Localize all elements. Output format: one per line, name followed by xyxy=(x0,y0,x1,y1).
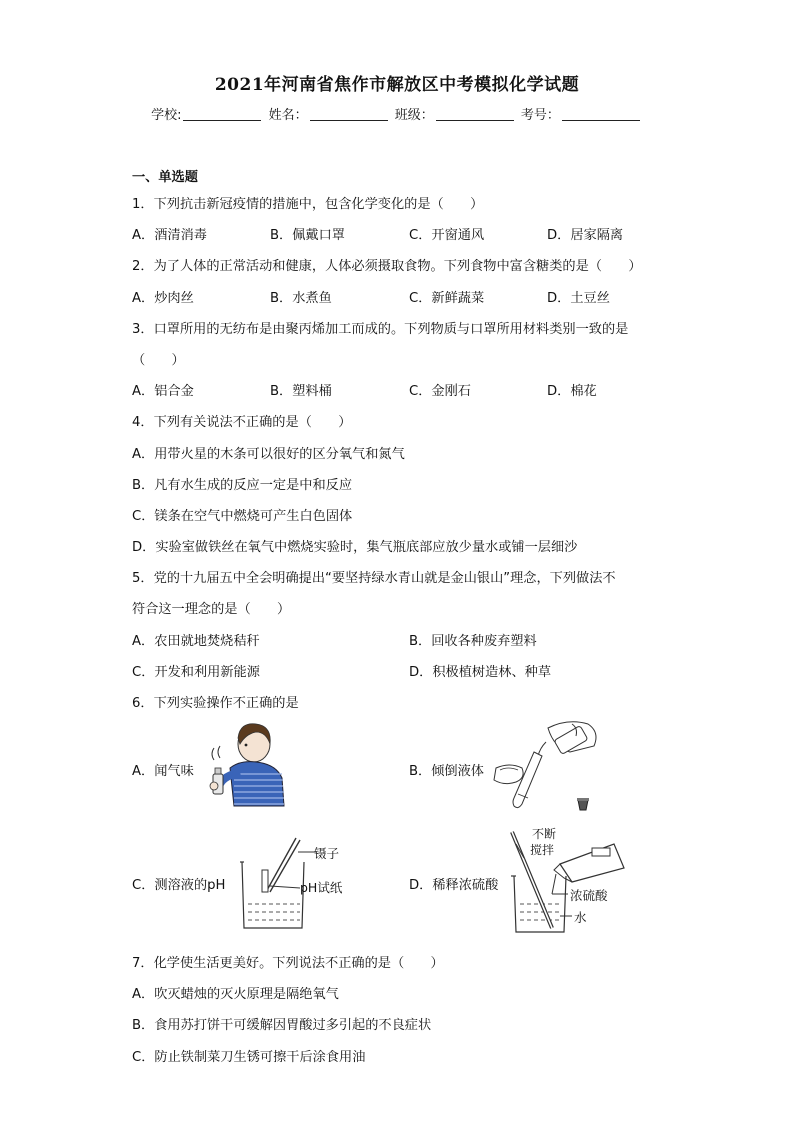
question-stem: 7．化学使生活更美好。下列说法不正确的是（ ） xyxy=(132,956,444,971)
student-info-line xyxy=(0,104,794,123)
question-stem-cont: 符合这一理念的是（ ） xyxy=(132,602,291,617)
exam-no-blank xyxy=(562,106,640,121)
option-d: D．居家隔离 xyxy=(547,228,624,243)
option-a: A．用带火星的木条可以很好的区分氧气和氮气 xyxy=(132,447,405,462)
question-stem: 3．口罩所用的无纺布是由聚丙烯加工而成的。下列物质与口罩所用材料类别一致的是 xyxy=(132,322,629,337)
question-stem: 5．党的十九届五中全会明确提出“要坚持绿水青山就是金山银山”理念，下列做法不 xyxy=(132,571,616,586)
stir-label-2: 搅拌 xyxy=(530,843,555,857)
section-heading: 一、单选题 xyxy=(132,170,198,185)
option-a: A．农田就地焚烧秸秆 xyxy=(132,634,260,649)
option-b: B．回收各种废弃塑料 xyxy=(409,634,537,649)
dilute-acid-illustration xyxy=(506,824,656,936)
option-c: C．镁条在空气中燃烧可产生白色固体 xyxy=(132,509,353,524)
class-blank xyxy=(436,106,514,121)
option-c: C．测溶液的pH xyxy=(132,878,226,893)
option-d: D．积极植树造林、种草 xyxy=(409,665,552,680)
option-b: B．塑料桶 xyxy=(270,384,332,399)
smelling-gas-illustration xyxy=(200,718,290,808)
option-a: A．炒肉丝 xyxy=(132,291,194,306)
ph-test-illustration xyxy=(236,834,356,930)
option-b: B．水煮鱼 xyxy=(270,291,332,306)
option-c: C．金刚石 xyxy=(409,384,471,399)
question-stem: 2．为了人体的正常活动和健康，人体必须摄取食物。下列食物中富含糖类的是（ ） xyxy=(132,259,642,274)
name-label: 姓名： xyxy=(268,108,308,123)
option-d: D．实验室做铁丝在氧气中燃烧实验时，集气瓶底部应放少量水或铺一层细沙 xyxy=(132,540,578,555)
pouring-liquid-illustration xyxy=(488,718,608,813)
option-b: B．倾倒液体 xyxy=(409,764,484,779)
tweezers-label: 镊子 xyxy=(314,846,340,861)
water-label: 水 xyxy=(574,910,587,925)
option-b: B．食用苏打饼干可缓解因胃酸过多引起的不良症状 xyxy=(132,1018,432,1033)
option-d: D．土豆丝 xyxy=(547,291,610,306)
option-c: C．防止铁制菜刀生锈可擦干后涂食用油 xyxy=(132,1050,366,1065)
option-a: A．酒清消毒 xyxy=(132,228,207,243)
option-c: C．开发和利用新能源 xyxy=(132,665,260,680)
class-label: 班级： xyxy=(394,108,434,123)
exam-no-label: 考号： xyxy=(520,108,560,123)
stir-label-1: 不断 xyxy=(532,827,557,841)
page-title: 2021年河南省焦作市解放区中考模拟化学试题 xyxy=(214,75,580,95)
school-label: 学校: xyxy=(151,108,182,123)
ph-paper-label: pH试纸 xyxy=(300,880,343,895)
acid-label: 浓硫酸 xyxy=(570,888,608,903)
school-blank xyxy=(183,106,261,121)
option-a: A．闻气味 xyxy=(132,764,194,779)
question-stem: 4．下列有关说法不正确的是（ ） xyxy=(132,415,352,430)
option-b: B．凡有水生成的反应一定是中和反应 xyxy=(132,478,353,493)
option-a: A．吹灭蜡烛的灭火原理是隔绝氧气 xyxy=(132,987,339,1002)
option-c: C．开窗通风 xyxy=(409,228,485,243)
question-stem-cont: （ ） xyxy=(132,353,185,368)
option-d: D．棉花 xyxy=(547,384,597,399)
option-d: D．稀释浓硫酸 xyxy=(409,878,499,893)
name-blank xyxy=(310,106,388,121)
option-b: B．佩戴口罩 xyxy=(270,228,345,243)
option-c: C．新鲜蔬菜 xyxy=(409,291,485,306)
question-stem: 6．下列实验操作不正确的是 xyxy=(132,696,299,711)
option-a: A．铝合金 xyxy=(132,384,194,399)
question-stem: 1．下列抗击新冠疫情的措施中，包含化学变化的是（ ） xyxy=(132,197,484,212)
